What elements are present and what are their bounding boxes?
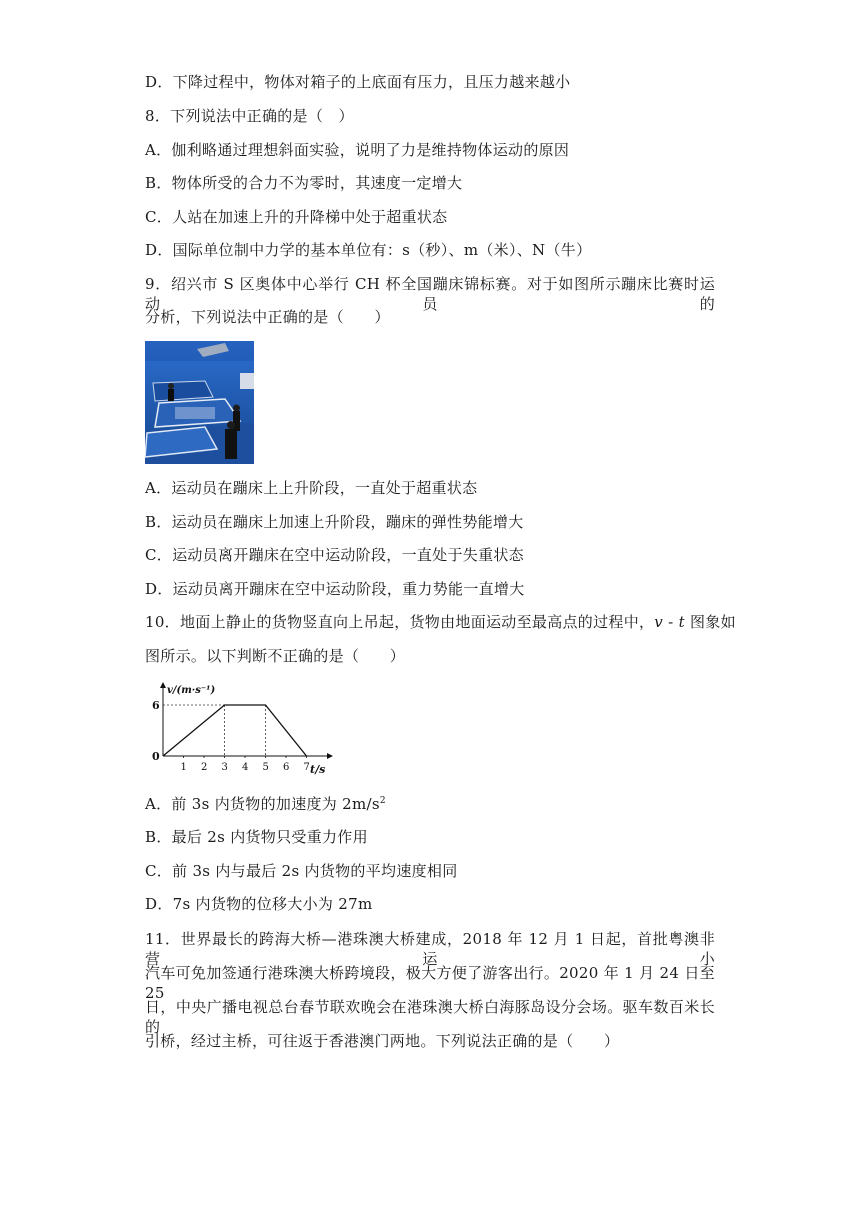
- q8-option-c: C．人站在加速上升的升降梯中处于超重状态: [145, 208, 448, 226]
- q10-option-b: B．最后 2s 内货物只受重力作用: [145, 828, 368, 846]
- x-tick-label: 1: [180, 762, 187, 773]
- q10-option-c: C．前 3s 内与最后 2s 内货物的平均速度相同: [145, 862, 458, 880]
- y-axis-arrow: [160, 682, 166, 688]
- x-tick-label: 6: [283, 762, 290, 773]
- q10-stem-minus: -: [663, 613, 679, 631]
- q9-option-d: D．运动员离开蹦床在空中运动阶段，重力势能一直增大: [145, 580, 525, 598]
- q10-stem-line-2: 图所示。以下判断不正确的是（ ）: [145, 647, 406, 665]
- x-tick-label: 7: [303, 762, 310, 773]
- q11-line-2: 汽车可免加签通行港珠澳大桥跨境段，极大方便了游客出行。2020 年 1 月 24 日至 25: [145, 964, 715, 1002]
- q8-option-d: D．国际单位制中力学的基本单位有：s（秒）、m（米）、N（牛）: [145, 241, 592, 259]
- q10-stem-v: v: [654, 613, 664, 631]
- x-tick-label: 5: [262, 762, 269, 773]
- q10-option-a-sup: 2: [379, 796, 386, 806]
- q8-option-b: B．物体所受的合力不为零时，其速度一定增大: [145, 174, 463, 192]
- q10-option-a: [145, 794, 386, 814]
- q10-stem-text: 10．地面上静止的货物竖直向上吊起，货物由地面运动至最高点的过程中，: [145, 613, 655, 631]
- q9-stem-line-1: 9．绍兴市 S 区奥体中心举行 CH 杯全国蹦床锦标赛。对于如图所示蹦床比赛时运动员的: [145, 275, 715, 313]
- q11-line-4: 引桥，经过主桥，可往返于香港澳门两地。下列说法正确的是（ ）: [145, 1032, 620, 1050]
- q9-option-b: B．运动员在蹦床上加速上升阶段，蹦床的弹性势能增大: [145, 513, 524, 531]
- vt-graph: [145, 680, 345, 780]
- x-tick-label: 2: [201, 762, 208, 773]
- q8-option-a: A．伽利略通过理想斜面实验，说明了力是维持物体运动的原因: [145, 141, 570, 159]
- q11-line-1: 11．世界最长的跨海大桥—港珠澳大桥建成，2018 年 12 月 1 日起，首批粤澳非营运小: [145, 930, 715, 968]
- y-tick-label: 6: [152, 699, 160, 712]
- origin-label: 0: [152, 750, 160, 763]
- q10-option-a-text: A．前 3s 内货物的加速度为 2m/s: [145, 795, 380, 813]
- y-axis-label: v/(m·s⁻¹): [167, 685, 216, 696]
- q9-stem-line-2: 分析，下列说法中正确的是（ ）: [145, 308, 390, 326]
- velocity-line: [163, 705, 307, 756]
- q10-stem-text-end: 图象如: [684, 613, 736, 631]
- q9-option-a: A．运动员在蹦床上上升阶段，一直处于超重状态: [145, 479, 478, 497]
- x-axis-label: t/s: [310, 763, 326, 776]
- vt-graph-svg: [145, 680, 345, 780]
- x-axis-arrow: [327, 753, 333, 759]
- q7-option-d: D．下降过程中，物体对箱子的上底面有压力，且压力越来越小: [145, 73, 571, 91]
- q10-stem-t: t: [678, 613, 685, 631]
- q11-line-3: 日，中央广播电视总台春节联欢晚会在港珠澳大桥白海豚岛设分会场。驱车数百米长的: [145, 998, 715, 1036]
- q9-option-c: C．运动员离开蹦床在空中运动阶段，一直处于失重状态: [145, 546, 524, 564]
- x-tick-label: 3: [221, 762, 228, 773]
- x-tick-label: 4: [242, 762, 249, 773]
- q8-stem: 8．下列说法中正确的是（ ）: [145, 107, 354, 125]
- q10-stem-line-1: [145, 612, 736, 632]
- q10-option-d: D．7s 内货物的位移大小为 27m: [145, 895, 373, 913]
- trampoline-photo: [145, 341, 254, 464]
